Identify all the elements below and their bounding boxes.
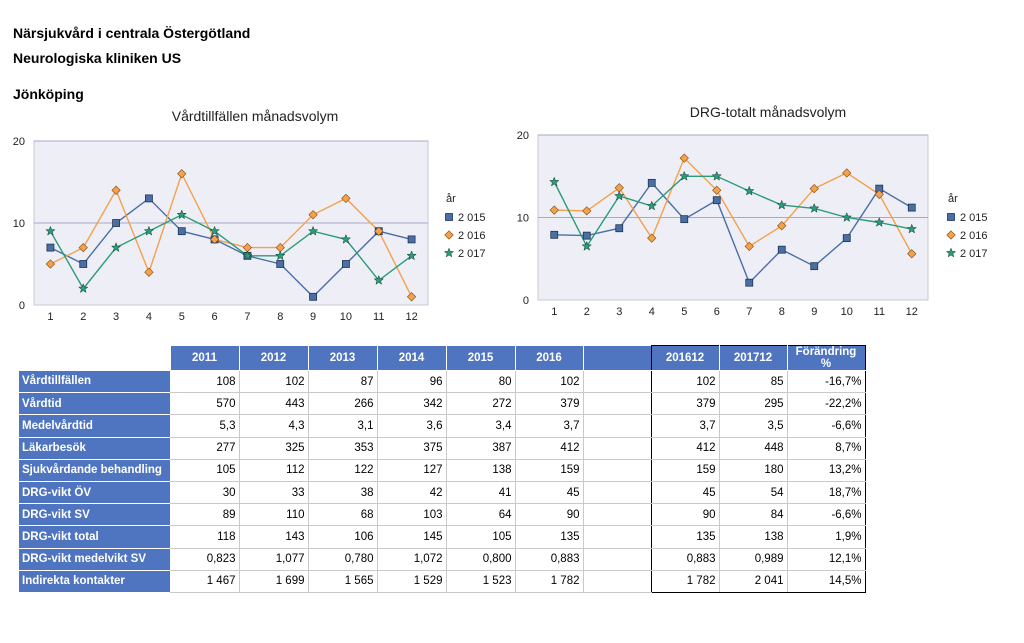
x-tick-label: 6 <box>713 306 720 318</box>
row-label: Vårdtillfällen <box>19 371 170 393</box>
compare-cell: 180 <box>719 459 787 481</box>
col-header-year: 2011 <box>170 346 239 371</box>
table-row <box>19 526 865 548</box>
x-tick-label: 3 <box>616 306 623 318</box>
y-tick-label: 20 <box>516 130 529 142</box>
y-tick-label: 0 <box>522 295 529 307</box>
col-header-spacer <box>583 346 651 371</box>
x-tick-label: 2 <box>80 311 87 323</box>
table-cell: 1,072 <box>377 548 446 570</box>
compare-cell: 135 <box>651 526 719 548</box>
legend-marker-2017 <box>946 248 955 257</box>
x-tick-label: 10 <box>339 311 353 323</box>
x-tick-label: 2 <box>583 306 590 318</box>
spacer-cell <box>583 371 651 393</box>
x-tick-label: 9 <box>310 311 317 323</box>
compare-cell: 379 <box>651 393 719 415</box>
legend-title: år <box>446 193 456 205</box>
data-point-2015 <box>583 232 590 239</box>
x-tick-label: 8 <box>778 306 785 318</box>
data-point-2015 <box>778 246 785 253</box>
table-cell: 33 <box>239 481 308 503</box>
table-cell: 64 <box>446 504 515 526</box>
row-label: Sjukvårdande behandling <box>19 459 170 481</box>
x-tick-label: 1 <box>47 311 54 323</box>
legend-marker-2016 <box>947 231 955 239</box>
table-cell: 1 529 <box>377 570 446 592</box>
legend-label: 2 015 <box>960 212 988 224</box>
table-cell: 106 <box>308 526 377 548</box>
statistics-table <box>19 345 866 593</box>
table-cell: 1 467 <box>170 570 239 592</box>
x-tick-label: 6 <box>211 311 218 323</box>
spacer-cell <box>583 548 651 570</box>
table-cell: 412 <box>515 437 583 459</box>
y-tick-label: 20 <box>12 136 25 148</box>
spacer-cell <box>583 393 651 415</box>
table-cell: 38 <box>308 481 377 503</box>
table-cell: 122 <box>308 459 377 481</box>
compare-cell: 412 <box>651 437 719 459</box>
table-corner <box>19 346 170 371</box>
row-label: Läkarbesök <box>19 437 170 459</box>
location-title: Jönköping <box>13 86 84 102</box>
change-cell: 8,7% <box>787 437 865 459</box>
table-cell: 135 <box>515 526 583 548</box>
table-cell: 0,780 <box>308 548 377 570</box>
table-cell: 89 <box>170 504 239 526</box>
table-cell: 145 <box>377 526 446 548</box>
x-tick-label: 5 <box>178 311 185 323</box>
col-header-change: Förändring % <box>787 346 865 371</box>
table-row <box>19 548 865 570</box>
legend-marker-2016 <box>445 231 453 239</box>
table-cell: 353 <box>308 437 377 459</box>
table-row <box>19 570 865 592</box>
legend-marker-2015 <box>948 214 955 221</box>
x-tick-label: 10 <box>840 306 853 318</box>
change-cell: 13,2% <box>787 459 865 481</box>
spacer-cell <box>583 504 651 526</box>
table-cell: 87 <box>308 371 377 393</box>
table-cell: 1 523 <box>446 570 515 592</box>
change-cell: -6,6% <box>787 504 865 526</box>
table-cell: 379 <box>515 393 583 415</box>
compare-cell: 159 <box>651 459 719 481</box>
data-point-2015 <box>408 236 415 243</box>
compare-cell: 0,883 <box>651 548 719 570</box>
table-cell: 42 <box>377 481 446 503</box>
table-row <box>19 459 865 481</box>
table-row <box>19 393 865 415</box>
data-point-2015 <box>145 195 152 202</box>
legend-marker-2017 <box>444 248 453 257</box>
compare-cell: 448 <box>719 437 787 459</box>
x-tick-label: 7 <box>746 306 753 318</box>
table-cell: 3,1 <box>308 415 377 437</box>
x-tick-label: 8 <box>277 311 284 323</box>
change-cell: -6,6% <box>787 415 865 437</box>
table-cell: 3,4 <box>446 415 515 437</box>
table-cell: 0,800 <box>446 548 515 570</box>
legend-label: 2 017 <box>960 248 988 260</box>
col-header-year: 2012 <box>239 346 308 371</box>
compare-cell: 295 <box>719 393 787 415</box>
table-cell: 1 782 <box>515 570 583 592</box>
x-tick-label: 3 <box>113 311 120 323</box>
compare-cell: 54 <box>719 481 787 503</box>
table-cell: 375 <box>377 437 446 459</box>
compare-cell: 102 <box>651 371 719 393</box>
change-cell: -16,7% <box>787 371 865 393</box>
y-tick-label: 0 <box>18 300 25 312</box>
compare-cell: 84 <box>719 504 787 526</box>
report-title: Närsjukvård i centrala Östergötland <box>13 25 251 41</box>
row-label: Indirekta kontakter <box>19 570 170 592</box>
x-tick-label: 4 <box>145 311 152 323</box>
legend-label: 2 016 <box>458 230 486 242</box>
table-cell: 1 699 <box>239 570 308 592</box>
x-tick-label: 12 <box>405 311 418 323</box>
data-point-2015 <box>178 228 185 235</box>
table-cell: 45 <box>515 481 583 503</box>
table-cell: 138 <box>446 459 515 481</box>
y-tick-label: 10 <box>12 218 25 230</box>
col-header-year: 2013 <box>308 346 377 371</box>
table-cell: 96 <box>377 371 446 393</box>
x-tick-label: 12 <box>905 306 918 318</box>
table-cell: 41 <box>446 481 515 503</box>
data-point-2015 <box>843 235 850 242</box>
row-label: DRG-vikt ÖV <box>19 481 170 503</box>
table-cell: 159 <box>515 459 583 481</box>
table-cell: 266 <box>308 393 377 415</box>
table-row <box>19 415 865 437</box>
compare-cell: 90 <box>651 504 719 526</box>
compare-cell: 0,989 <box>719 548 787 570</box>
table-cell: 30 <box>170 481 239 503</box>
table-cell: 90 <box>515 504 583 526</box>
data-point-2015 <box>648 179 655 186</box>
x-tick-label: 9 <box>811 306 818 318</box>
compare-cell: 3,5 <box>719 415 787 437</box>
x-tick-label: 5 <box>681 306 688 318</box>
compare-cell: 1 782 <box>651 570 719 592</box>
table-cell: 112 <box>239 459 308 481</box>
change-cell: 18,7% <box>787 481 865 503</box>
table-cell: 103 <box>377 504 446 526</box>
data-point-2015 <box>80 261 87 268</box>
legend-marker-2015 <box>446 214 453 221</box>
chart-vardtillfallen <box>0 100 510 325</box>
chart-title: DRG-totalt månadsvolym <box>689 104 847 120</box>
spacer-cell <box>583 481 651 503</box>
table-cell: 105 <box>170 459 239 481</box>
table-cell: 143 <box>239 526 308 548</box>
table-cell: 102 <box>515 371 583 393</box>
row-label: Vårdtid <box>19 393 170 415</box>
table-cell: 443 <box>239 393 308 415</box>
data-point-2015 <box>616 225 623 232</box>
row-label: DRG-vikt total <box>19 526 170 548</box>
table-row <box>19 504 865 526</box>
col-header-year: 2014 <box>377 346 446 371</box>
data-point-2015 <box>908 204 915 211</box>
spacer-cell <box>583 415 651 437</box>
table-cell: 102 <box>239 371 308 393</box>
table-cell: 342 <box>377 393 446 415</box>
table-cell: 105 <box>446 526 515 548</box>
data-point-2015 <box>47 244 54 251</box>
clinic-title: Neurologiska kliniken US <box>13 50 182 66</box>
col-header-year: 2015 <box>446 346 515 371</box>
data-point-2015 <box>277 261 284 268</box>
x-tick-label: 4 <box>648 306 655 318</box>
table-cell: 387 <box>446 437 515 459</box>
table-cell: 118 <box>170 526 239 548</box>
table-cell: 110 <box>239 504 308 526</box>
table-cell: 0,823 <box>170 548 239 570</box>
table-row <box>19 437 865 459</box>
row-label: Medelvårdtid <box>19 415 170 437</box>
table-header-row <box>19 346 865 371</box>
table-cell: 325 <box>239 437 308 459</box>
x-tick-label: 11 <box>373 311 385 323</box>
table-cell: 3,6 <box>377 415 446 437</box>
x-tick-label: 1 <box>551 306 558 318</box>
compare-cell: 85 <box>719 371 787 393</box>
col-header-year: 2016 <box>515 346 583 371</box>
legend-label: 2 015 <box>458 212 486 224</box>
col-header-period: 201612 <box>651 346 719 371</box>
compare-cell: 138 <box>719 526 787 548</box>
data-point-2015 <box>713 197 720 204</box>
legend-title: år <box>948 193 958 205</box>
data-point-2015 <box>113 220 120 227</box>
change-cell: 12,1% <box>787 548 865 570</box>
col-header-period: 201712 <box>719 346 787 371</box>
change-cell: 1,9% <box>787 526 865 548</box>
data-point-2015 <box>811 263 818 270</box>
change-cell: 14,5% <box>787 570 865 592</box>
table-row <box>19 481 865 503</box>
table-cell: 68 <box>308 504 377 526</box>
row-label: DRG-vikt SV <box>19 504 170 526</box>
y-tick-label: 10 <box>516 212 529 225</box>
table-cell: 1,077 <box>239 548 308 570</box>
chart-title: Vårdtillfällen månadsvolym <box>171 108 339 124</box>
change-cell: -22,2% <box>787 393 865 415</box>
table-cell: 3,7 <box>515 415 583 437</box>
x-tick-label: 7 <box>244 311 251 323</box>
spacer-cell <box>583 570 651 592</box>
legend-label: 2 017 <box>458 248 486 260</box>
table-cell: 127 <box>377 459 446 481</box>
data-point-2015 <box>551 231 558 238</box>
table-cell: 570 <box>170 393 239 415</box>
table-cell: 80 <box>446 371 515 393</box>
compare-cell: 2 041 <box>719 570 787 592</box>
x-tick-label: 11 <box>873 306 885 318</box>
table-cell: 272 <box>446 393 515 415</box>
legend-label: 2 016 <box>960 230 988 242</box>
table-cell: 277 <box>170 437 239 459</box>
spacer-cell <box>583 459 651 481</box>
compare-cell: 3,7 <box>651 415 719 437</box>
table-cell: 1 565 <box>308 570 377 592</box>
spacer-cell <box>583 526 651 548</box>
compare-cell: 45 <box>651 481 719 503</box>
data-point-2015 <box>310 293 317 300</box>
chart-drg-totalt <box>510 95 1010 320</box>
data-point-2015 <box>342 261 349 268</box>
row-label: DRG-vikt medelvikt SV <box>19 548 170 570</box>
data-point-2015 <box>681 216 688 223</box>
spacer-cell <box>583 437 651 459</box>
table-cell: 4,3 <box>239 415 308 437</box>
table-cell: 0,883 <box>515 548 583 570</box>
table-cell: 5,3 <box>170 415 239 437</box>
table-row <box>19 371 865 393</box>
table-cell: 108 <box>170 371 239 393</box>
data-point-2015 <box>746 279 753 286</box>
